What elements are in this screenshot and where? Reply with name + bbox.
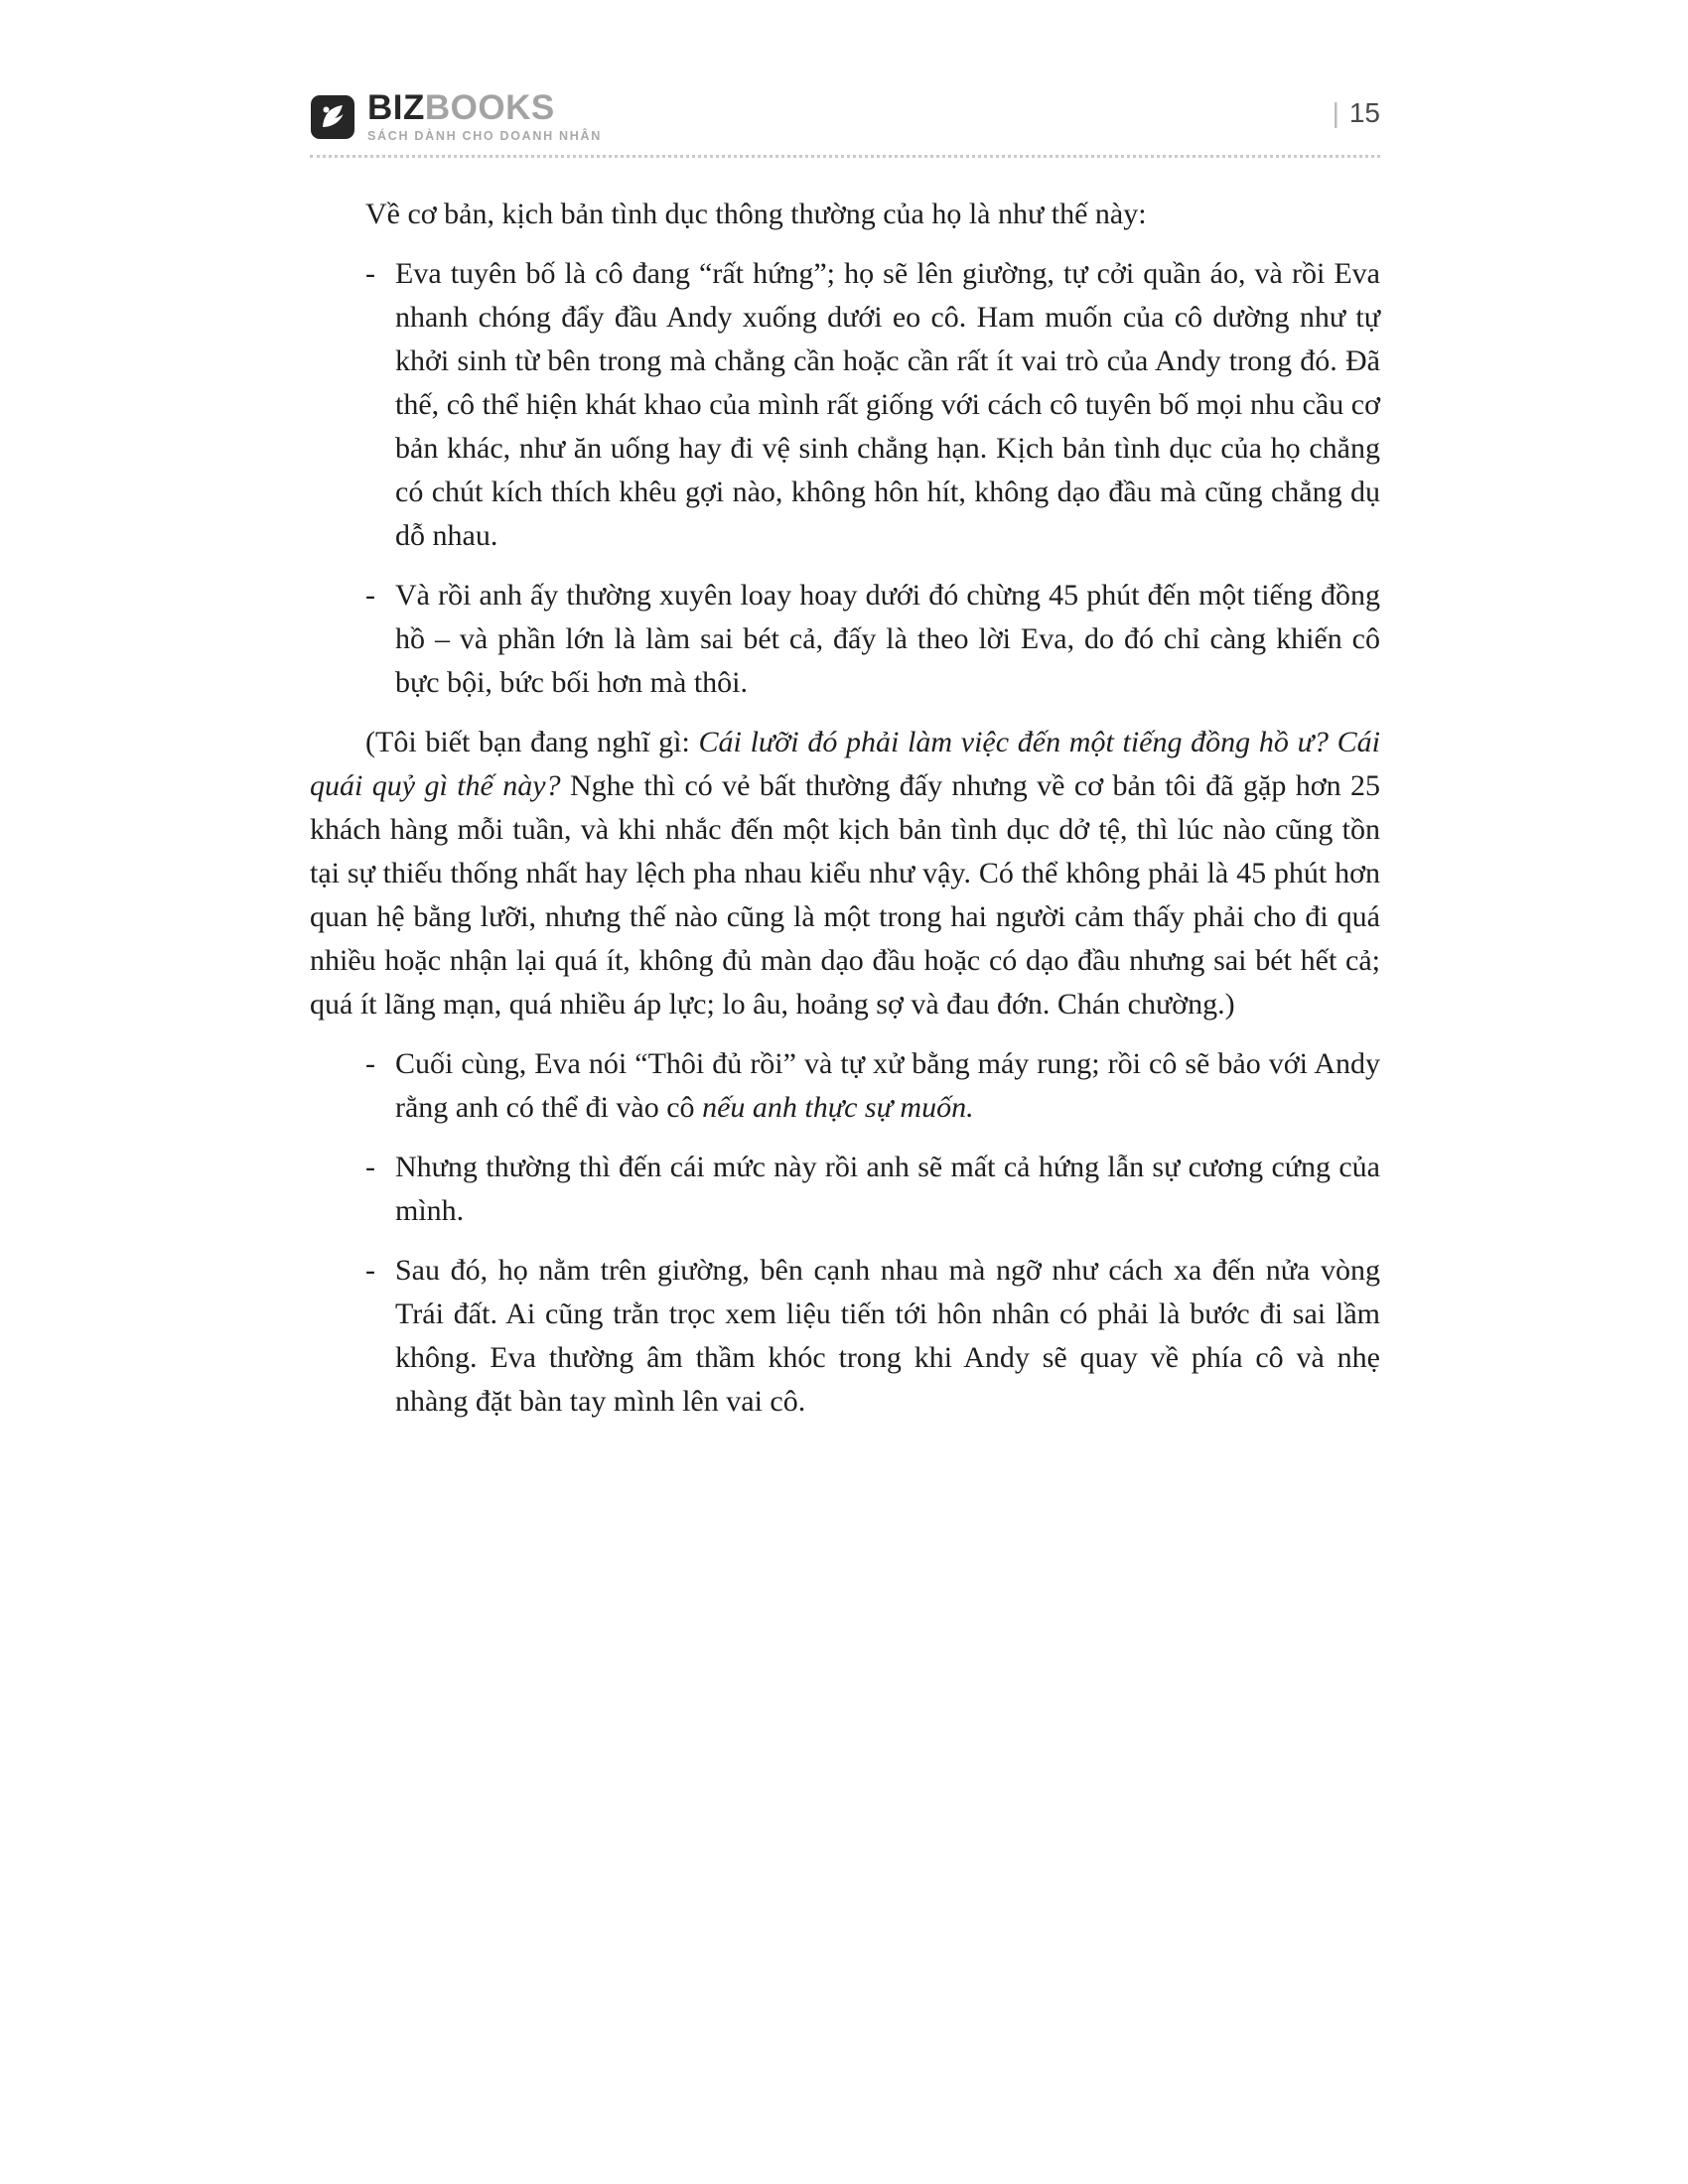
bullet-text: Nhưng thường thì đến cái mức này rồi anh sẽ mất cả hứng lẫn sự cương cứng của mình. — [395, 1151, 1380, 1227]
logo-biz-text: BIZ — [367, 88, 425, 127]
bullet-text: Cuối cùng, Eva nói “Thôi đủ rồi” và tự xử bằng máy rung; rồi cô sẽ bảo với Andy rằng anh có thể đi vào cô nếu anh thực sự muốn. — [395, 1047, 1380, 1124]
page-number — [1333, 97, 1380, 129]
bullet-item — [365, 574, 1380, 705]
body-paragraph: (Tôi biết bạn đang nghĩ gì: Cái lưỡi đó phải làm việc đến một tiếng đồng hồ ư? Cái quái quỷ gì thế này? Nghe thì có vẻ bất thường đấy nhưng về cơ bản tôi đã gặp hơn 25 khách hàng mỗi tuần, và khi nhắc đến một kịch bản tình dục dở tệ, thì lúc nào cũng tồn tại sự thiếu thống nhất hay lệch pha nhau kiểu như vậy. Có thể không phải là 45 phút hơn quan hệ bằng lưỡi, nhưng thế nào cũng là một trong hai người cảm thấy phải cho đi quá nhiều hoặc nhận lại quá ít, không đủ màn dạo đầu hoặc có dạo đầu nhưng sai bét hết cả; quá ít lãng mạn, quá nhiều áp lực; lo âu, hoảng sợ và đau đớn. Chán chường.) — [310, 726, 1380, 1021]
bullet-item — [365, 1146, 1380, 1233]
bullet-marker: - — [365, 1151, 375, 1183]
bullet-item — [365, 1249, 1380, 1424]
bullet-item — [365, 1042, 1380, 1130]
bullet-marker: - — [365, 257, 375, 290]
bizbooks-logo-icon — [310, 94, 355, 140]
page-body — [310, 193, 1380, 1439]
bullet-marker: - — [365, 579, 375, 612]
page-header — [310, 88, 1380, 158]
intro-paragraph: Về cơ bản, kịch bản tình dục thông thường của họ là như thế này: — [365, 198, 1147, 230]
logo-tagline: SÁCH DÀNH CHO DOANH NHÂN — [367, 129, 602, 143]
bizbooks-logo — [310, 88, 602, 143]
bullet-marker: - — [365, 1047, 375, 1080]
logo-books-text: BOOKS — [424, 88, 555, 127]
page-number-separator: | — [1332, 97, 1339, 128]
logo-wordmark — [367, 88, 602, 127]
page-number-value: 15 — [1348, 97, 1380, 128]
bullet-marker: - — [365, 1254, 375, 1287]
logo-text — [367, 88, 602, 143]
bullet-text: Eva tuyên bố là cô đang “rất hứng”; họ sẽ lên giường, tự cởi quần áo, và rồi Eva nhanh chóng đẩy đầu Andy xuống dưới eo cô. Ham muốn của cô dường như tự khởi sinh từ bên trong mà chẳng cần hoặc cần rất ít vai trò của Andy trong đó. Đã thế, cô thể hiện khát khao của mình rất giống với cách cô tuyên bố mọi nhu cầu cơ bản khác, như ăn uống hay đi vệ sinh chẳng hạn. Kịch bản tình dục của họ chẳng có chút kích thích khêu gợi nào, không hôn hít, không dạo đầu mà cũng chẳng dụ dỗ nhau. — [395, 257, 1380, 552]
bullet-text: Và rồi anh ấy thường xuyên loay hoay dưới đó chừng 45 phút đến một tiếng đồng hồ – và phần lớn là làm sai bét cả, đấy là theo lời Eva, do đó chỉ càng khiến cô bực bội, bức bối hơn mà thôi. — [395, 579, 1380, 699]
bullet-item — [365, 252, 1380, 558]
bullet-text: Sau đó, họ nằm trên giường, bên cạnh nhau mà ngỡ như cách xa đến nửa vòng Trái đất. Ai cũng trằn trọc xem liệu tiến tới hôn nhân có phải là bước đi sai lầm không. Eva thường âm thầm khóc trong khi Andy sẽ quay về phía cô và nhẹ nhàng đặt bàn tay mình lên vai cô. — [395, 1254, 1380, 1418]
